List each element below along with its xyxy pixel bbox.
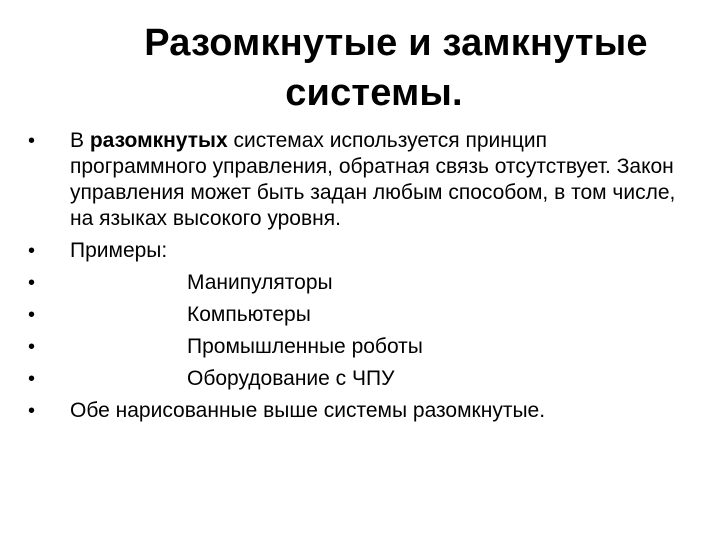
bullet-item-open-loop	[28, 128, 678, 232]
bullet-text: Обе нарисованные выше системы разомкнутые.	[70, 399, 546, 422]
bullet-text-post: системах используется принцип программного управления, обратная связь отсутствует. Закон управления может быть задан любым способом, в том числе, на языках высокого уровня.	[70, 129, 676, 230]
bullet-text: Примеры:	[70, 239, 168, 262]
bullet-item-computers	[28, 302, 678, 328]
bullet-text-bold: разомкнутых	[89, 129, 228, 152]
bullet-icon: •	[28, 240, 36, 262]
bullet-icon: •	[28, 272, 36, 294]
bullet-text	[70, 129, 675, 230]
slide-title-line2: системы.	[285, 72, 463, 114]
bullet-item-examples	[28, 238, 678, 264]
bullet-item-manipulators	[28, 270, 678, 296]
bullet-text-pre: В	[70, 129, 90, 152]
bullet-icon: •	[28, 130, 36, 152]
bullet-text: Компьютеры	[187, 303, 311, 326]
bullet-item-industrial-robots	[28, 334, 678, 360]
bullet-item-cnc-equipment	[28, 366, 678, 392]
bullet-icon: •	[28, 368, 36, 390]
bullet-text: Манипуляторы	[187, 271, 333, 294]
bullet-text: Оборудование с ЧПУ	[187, 367, 395, 390]
bullet-icon: •	[28, 336, 36, 358]
bullet-item-conclusion	[28, 398, 678, 424]
bullet-text: Промышленные роботы	[187, 335, 423, 358]
bullet-icon: •	[28, 304, 36, 326]
bullet-list	[28, 128, 678, 430]
slide-title-line1: Разомкнутые и замкнутые	[144, 22, 648, 64]
bullet-icon: •	[28, 400, 36, 422]
slide-title	[0, 18, 720, 118]
